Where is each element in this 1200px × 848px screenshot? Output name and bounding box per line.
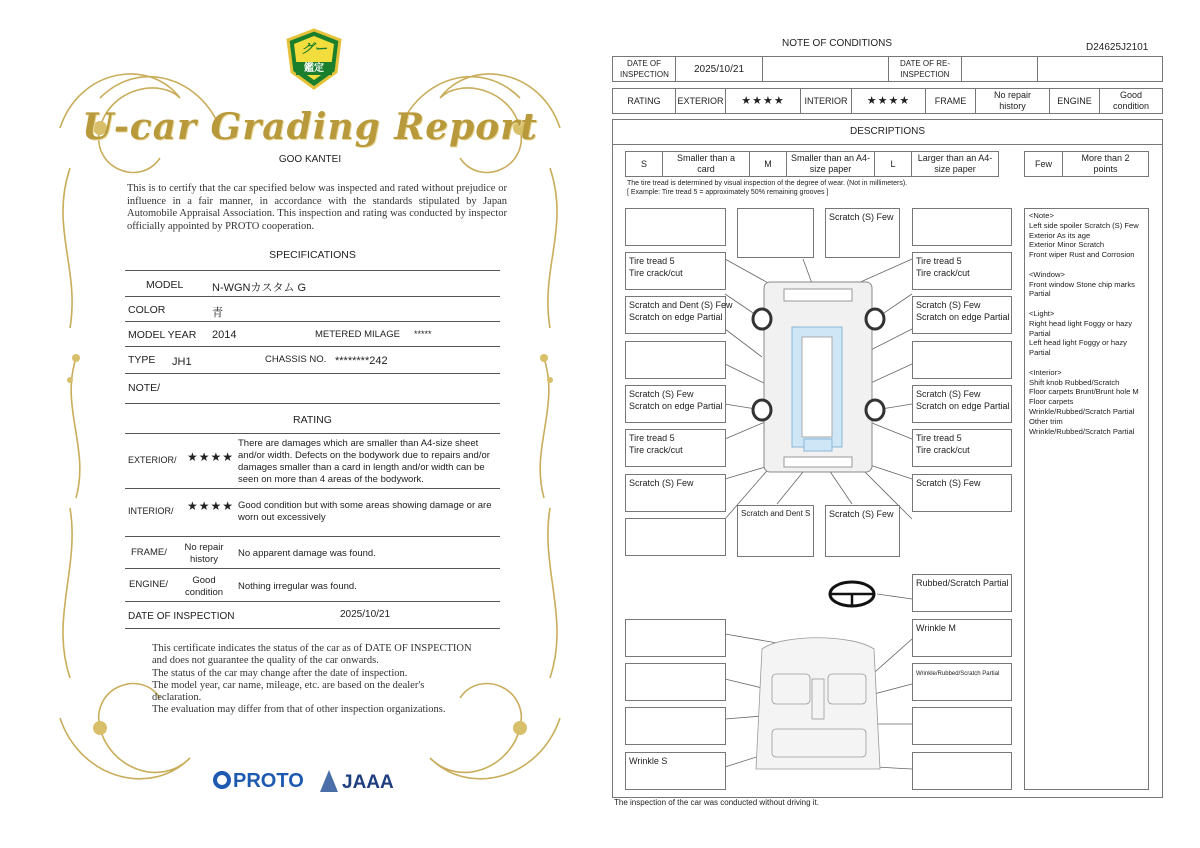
legend-few-text: More than 2 points [1062, 151, 1149, 177]
spec-model-year-label: MODEL YEAR [128, 329, 197, 341]
diagram-box-left-front-tire: Tire tread 5 Tire crack/cut [625, 252, 726, 290]
noc-doc-id: D24625J2101 [1086, 42, 1149, 53]
spec-type-value: JH1 [172, 356, 192, 368]
diagram-box-right-side-scratch: Scratch (S) Few Scratch on edge Partial [912, 385, 1012, 423]
note-line [1029, 358, 1144, 368]
descriptions-heading: DESCRIPTIONS [849, 126, 925, 137]
diagram-box [625, 518, 726, 556]
proto-logo [213, 770, 304, 793]
spec-divider [125, 346, 500, 347]
note-line: <Light> [1029, 308, 1055, 318]
diagram-box-left-rear-tire: Tire tread 5 Tire crack/cut [625, 429, 726, 467]
rating-engine-value: Good condition [184, 575, 224, 598]
diagram-box [912, 208, 1012, 246]
date-value: 2025/10/21 [340, 609, 391, 620]
spec-divider [125, 373, 500, 374]
car-top-view-icon [753, 282, 884, 472]
diagram-box [625, 663, 726, 701]
engine-label: ENGINE [1049, 88, 1100, 114]
spec-model-year-value: 2014 [212, 329, 237, 341]
report-subtitle: GOO KANTEI [278, 154, 342, 165]
rating-divider [125, 568, 500, 569]
exterior-label: EXTERIOR [675, 88, 726, 114]
spec-heading: SPECIFICATIONS [269, 249, 356, 261]
note-line: Wrinkle/Rubbed/Scratch Partial [1029, 426, 1135, 436]
spec-divider [125, 270, 500, 271]
steering-wheel-icon [830, 582, 874, 606]
rating-frame-text: No apparent damage was found. [238, 548, 376, 559]
rating-frame-label: FRAME/ [131, 547, 167, 558]
tread-note-2: [ Example: Tire tread 5 = approximately 50% remaining grooves ] [627, 189, 829, 196]
note-line: Exterior Minor Scratch [1029, 240, 1105, 250]
spec-divider [125, 296, 500, 297]
date-insp-label: DATE OF INSPECTION [612, 56, 676, 82]
spec-note-label: NOTE/ [128, 382, 161, 394]
diagram-box-rear-dent: Scratch and Dent S [737, 505, 814, 557]
jaaa-mark-icon [320, 770, 338, 792]
rating-label: RATING [612, 88, 676, 114]
diagram-box-right-rear-scratch: Scratch (S) Few [912, 474, 1012, 512]
diagram-box-interior-wrinkle-s: Wrinkle S [625, 752, 726, 790]
diagram-box-left-side-scratch: Scratch (S) Few Scratch on edge Partial [625, 385, 726, 423]
diagram-box [625, 707, 726, 745]
spec-metered-label: METERED MILAGE [315, 329, 400, 340]
jaaa-logo [320, 770, 394, 794]
badge-top-text: グー [300, 41, 327, 56]
rating-exterior-text: There are damages which are smaller than A4-size sheet and/or width. Defects on the bodywork due to repairs and/or damages smaller than a card in length and/or width can be seen on more than 4 areas of the bodywork. [238, 438, 490, 485]
spec-color-label: COLOR [128, 304, 166, 316]
spec-divider [125, 321, 500, 322]
disclaimer [152, 643, 472, 717]
note-line: Floor carpets Brunt/Brunt hole M [1029, 387, 1139, 397]
rating-divider [125, 536, 500, 537]
noc-footer: The inspection of the car was conducted without driving it. [614, 798, 819, 807]
proto-logo-text: PROTO [233, 770, 304, 792]
diagram-box-right-rear-tire: Tire tread 5 Tire crack/cut [912, 429, 1012, 467]
note-line: Other trim [1029, 416, 1063, 426]
car-interior-view-icon [756, 638, 880, 769]
note-line: Front window Stone chip marks Partial [1029, 279, 1135, 299]
report-title: U-car Grading Report [82, 106, 538, 148]
spec-model-label: MODEL [146, 279, 184, 291]
rating-divider [125, 488, 500, 489]
rating-divider [125, 628, 500, 629]
legend-s: S [625, 151, 663, 177]
disclaimer-line: The status of the car may change after the date of inspection. [152, 667, 408, 679]
diagram-box-right-front-scratch: Scratch (S) Few Scratch on edge Partial [912, 296, 1012, 334]
rating-interior-text: Good condition but with some areas showing damage or are worn out excessively [238, 500, 492, 523]
date-reinsp-label: DATE OF RE-INSPECTION [888, 56, 962, 82]
legend-m: M [749, 151, 787, 177]
interior-stars: ★★★★ [851, 88, 926, 114]
exterior-stars: ★★★★ [725, 88, 801, 114]
engine-value: Good condition [1099, 88, 1163, 114]
diagram-box [912, 341, 1012, 379]
spec-type-label: TYPE [128, 354, 156, 366]
legend-few: Few [1024, 151, 1063, 177]
spec-divider [125, 403, 500, 404]
diagram-box [625, 619, 726, 657]
legend-l-text: Larger than an A4-size paper [911, 151, 999, 177]
rating-engine-label: ENGINE/ [129, 579, 169, 590]
note-line: Wrinkle/Rubbed/Scratch Partial [1029, 406, 1135, 416]
diagram-box-steering: Rubbed/Scratch Partial [912, 574, 1012, 612]
diagram-box-top-scratch: Scratch (S) Few [825, 208, 900, 258]
diagram-box [912, 707, 1012, 745]
rating-interior-label: INTERIOR/ [128, 506, 174, 516]
rating-engine-text: Nothing irregular was found. [238, 581, 357, 592]
note-line: Left side spoiler Scratch (S) Few [1029, 220, 1139, 230]
note-line: Exterior As its age [1029, 230, 1091, 240]
goo-kantei-badge [286, 28, 342, 90]
legend-s-text: Smaller than a card [662, 151, 750, 177]
diagram-box [912, 752, 1012, 790]
spec-metered-value: ***** [414, 329, 432, 339]
rating-exterior-label: EXTERIOR/ [128, 455, 177, 465]
date-reinsp-value [961, 56, 1038, 82]
spec-chassis-value: ********242 [335, 355, 388, 367]
diagram-box-left-rear-scratch: Scratch (S) Few [625, 474, 726, 512]
disclaimer-line: The model year, car name, mileage, etc. are based on the dealer's declaration. [152, 679, 425, 704]
diagram-box-interior-wrinkle-m: Wrinkle M [912, 619, 1012, 657]
rating-interior-stars: ★★★★ [187, 499, 235, 513]
note-line: Floor carpets [1029, 397, 1074, 407]
rating-frame-value: No repair history [184, 542, 224, 565]
diagram-box [737, 208, 814, 258]
notes-title: <Note> [1029, 211, 1054, 220]
date-label: DATE OF INSPECTION [128, 611, 235, 622]
diagram-box-left-front-dent: Scratch and Dent (S) Few Scratch on edge Partial [625, 296, 726, 334]
rating-heading: RATING [293, 414, 332, 426]
rating-exterior-stars: ★★★★ [187, 450, 235, 464]
note-line: <Window> [1029, 269, 1065, 279]
intro-text: This is to certify that the car specified below was inspected and rated without prejudice or influence in a fair manner, in accordance with the standards stipulated by Japan Automobile Appraisal Association. This inspection and rating was conducted by inspector officially appointed by PROTO cooperation. [127, 183, 507, 232]
diagram-box [625, 208, 726, 246]
diagram-box [625, 341, 726, 379]
note-line [1029, 260, 1144, 270]
rating-divider [125, 601, 500, 602]
legend-l: L [874, 151, 912, 177]
jaaa-logo-text: JAAA [342, 772, 394, 793]
note-line: Front wiper Rust and Corrosion [1029, 250, 1135, 260]
disclaimer-line: The evaluation may differ from that of other inspection organizations. [152, 704, 446, 716]
spec-chassis-label: CHASSIS NO. [265, 354, 327, 365]
interior-label: INTERIOR [800, 88, 852, 114]
disclaimer-line: This certificate indicates the status of the car as of DATE OF INSPECTION and does not guarantee the quality of the car onwards. [152, 643, 472, 667]
tread-note-1: The tire tread is determined by visual inspection of the degree of wear. (Not in millimeters). [627, 180, 908, 187]
note-line: Shift knob Rubbed/Scratch [1029, 377, 1120, 387]
diagram-box-right-front-tire: Tire tread 5 Tire crack/cut [912, 252, 1012, 290]
proto-mark-icon [213, 771, 231, 789]
diagram-box-rear-scratch: Scratch (S) Few [825, 505, 900, 557]
spec-model-value: N-WGNカスタム G [212, 282, 307, 294]
frame-label: FRAME [925, 88, 976, 114]
spec-color-value: 青 [212, 307, 223, 319]
frame-value: No repair history [975, 88, 1050, 114]
note-line [1029, 299, 1144, 309]
notes-box [1024, 208, 1149, 790]
badge-bottom-text: 鑑定 [296, 62, 332, 75]
date-insp-value: 2025/10/21 [675, 56, 763, 82]
diagram-box-interior-wrs: Wrinkle/Rubbed/Scratch Partial [912, 663, 1012, 701]
note-line: <Interior> [1029, 367, 1062, 377]
note-line: Right head light Foggy or hazy Partial [1029, 318, 1132, 338]
note-line: Left head light Foggy or hazy Partial [1029, 338, 1127, 358]
legend-m-text: Smaller than an A4-size paper [786, 151, 875, 177]
rating-divider [125, 433, 500, 434]
noc-heading: NOTE OF CONDITIONS [782, 38, 892, 49]
